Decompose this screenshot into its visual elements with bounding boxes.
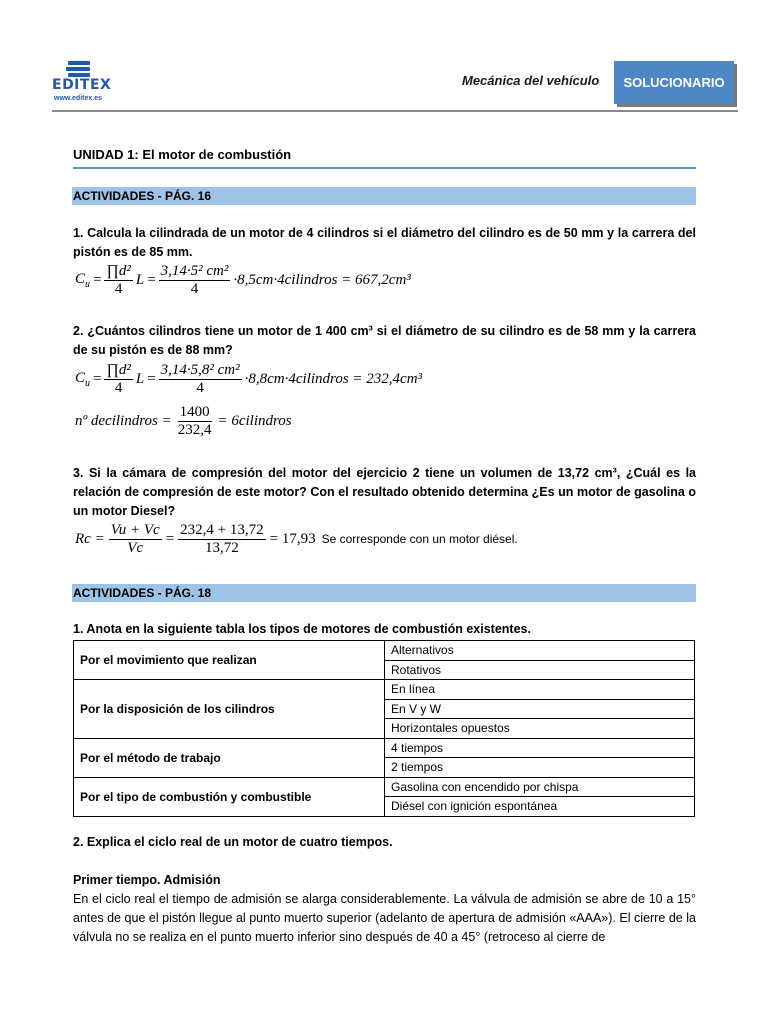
solucionario-label: SOLUCIONARIO bbox=[623, 75, 725, 90]
table-row bbox=[74, 680, 695, 700]
table-type-cell: Horizontales opuestos bbox=[385, 719, 695, 739]
formula-cilindrada-1 bbox=[75, 263, 411, 297]
table-category-cell: Por el movimiento que realizan bbox=[74, 641, 385, 680]
formula-eq: = bbox=[165, 530, 175, 547]
unit-title-underline bbox=[73, 167, 696, 169]
engine-types-table bbox=[73, 640, 695, 817]
formula-L: L bbox=[135, 271, 145, 288]
table-row bbox=[74, 641, 695, 661]
table-type-cell: Gasolina con encendido por chispa bbox=[385, 777, 695, 797]
formula-result: = 6cilindros bbox=[217, 412, 292, 429]
editex-logo bbox=[52, 60, 122, 106]
header-rule bbox=[52, 110, 738, 112]
table-type-cell: 2 tiempos bbox=[385, 758, 695, 778]
table-type-cell: En V y W bbox=[385, 699, 695, 719]
formula-result: ·8,5cm·4cilindros = 667,2cm³ bbox=[233, 271, 411, 288]
question-table-intro: 1. Anota en la siguiente tabla los tipos de motores de combustión existentes. bbox=[73, 622, 531, 636]
formula-L: L bbox=[135, 370, 145, 387]
formula-result: = 17,93 bbox=[269, 530, 316, 547]
formula-fraction: $\frac{Vu + Vc}{Vc}$ bbox=[110, 522, 160, 556]
formula-eq: = bbox=[93, 271, 102, 288]
formula-eq: = bbox=[147, 271, 156, 288]
question-3: 3. Si la cámara de compresión del motor del ejercicio 2 tiene un volumen de 13,72 cm³, ¿Cuál es la relación de compresión de este motor? Con el resultado obtenido determina ¿Es un motor de gasolina o un motor Diesel? bbox=[73, 466, 696, 518]
question-1: 1. Calcula la cilindrada de un motor de 4 cilindros si el diámetro del cilindro es de 50 mm y la carrera del pistón es de 85 mm. bbox=[73, 226, 696, 259]
table-type-cell: Rotativos bbox=[385, 660, 695, 680]
solucionario-badge bbox=[614, 61, 734, 104]
formula-eq: = bbox=[93, 370, 102, 387]
formula-eq: = bbox=[147, 370, 156, 387]
logo-url: www.editex.es bbox=[54, 95, 102, 102]
table-category-cell: Por el método de trabajo bbox=[74, 738, 385, 777]
formula-result: ·8,8cm·4cilindros = 232,4cm³ bbox=[244, 370, 423, 387]
formula-cilindrada-2 bbox=[75, 362, 422, 396]
section-title: ACTIVIDADES - PÁG. 18 bbox=[73, 586, 212, 600]
table-type-cell: Diésel con ignición espontánea bbox=[385, 797, 695, 817]
formula-lhs: $C_u$ bbox=[75, 369, 91, 389]
table-row bbox=[74, 777, 695, 797]
editex-logo-icon bbox=[66, 60, 94, 78]
formula-fraction: $\frac{\text{3,14·5,8² cm²}}{4}$ bbox=[160, 362, 240, 396]
table-type-cell: 4 tiempos bbox=[385, 738, 695, 758]
table-row bbox=[74, 738, 695, 758]
question-ciclo-real: 2. Explica el ciclo real de un motor de cuatro tiempos. bbox=[73, 835, 393, 849]
formula-num-cilindros bbox=[75, 404, 292, 438]
section-header-pag18 bbox=[72, 584, 696, 602]
formula-lhs: nº decilindros = bbox=[75, 412, 172, 429]
logo-text: EDITEX bbox=[52, 77, 112, 93]
formula-compresion bbox=[75, 522, 518, 556]
section-title: ACTIVIDADES - PÁG. 16 bbox=[73, 189, 212, 203]
conclusion-text: Se corresponde con un motor diésel. bbox=[321, 532, 518, 546]
table-type-cell: En línea bbox=[385, 680, 695, 700]
unit-title: UNIDAD 1: El motor de combustión bbox=[73, 147, 292, 162]
paragraph-admision: En el ciclo real el tiempo de admisión se alarga considerablemente. La válvula de admisión se abre de 10 a 15° antes de que el pistón llegue al punto muerto superior (adelanto de apertura de admisión «AAA»). El cierre de la válvula no se realiza en el punto muerto inferior sino después de 40 a 45° (retroceso al cierre de bbox=[73, 892, 696, 944]
formula-fraction: $\frac{\text{∏d²}}{4}$ bbox=[106, 263, 131, 297]
formula-lhs: Rc = bbox=[75, 530, 105, 547]
formula-fraction: $\frac{\text{3,14·5² cm²}}{4}$ bbox=[160, 263, 229, 297]
formula-fraction: $\frac{\text{∏d²}}{4}$ bbox=[106, 362, 131, 396]
formula-fraction: $\frac{1400}{232,4}$ bbox=[177, 404, 212, 438]
formula-lhs: $C_u$ bbox=[75, 270, 91, 290]
subheading-admision: Primer tiempo. Admisión bbox=[73, 873, 221, 887]
table-category-cell: Por la disposición de los cilindros bbox=[74, 680, 385, 739]
section-header-pag16 bbox=[72, 187, 696, 205]
formula-fraction: $\frac{232,4 + 13,72}{13,72}$ bbox=[180, 522, 264, 556]
book-title: Mecánica del vehículo bbox=[462, 73, 600, 88]
table-category-cell: Por el tipo de combustión y combustible bbox=[74, 777, 385, 816]
question-2: 2. ¿Cuántos cilindros tiene un motor de 1 400 cm³ si el diámetro de su cilindro es de 58 mm y la carrera de su pistón es de 88 mm? bbox=[73, 324, 696, 357]
table-type-cell: Alternativos bbox=[385, 641, 695, 661]
